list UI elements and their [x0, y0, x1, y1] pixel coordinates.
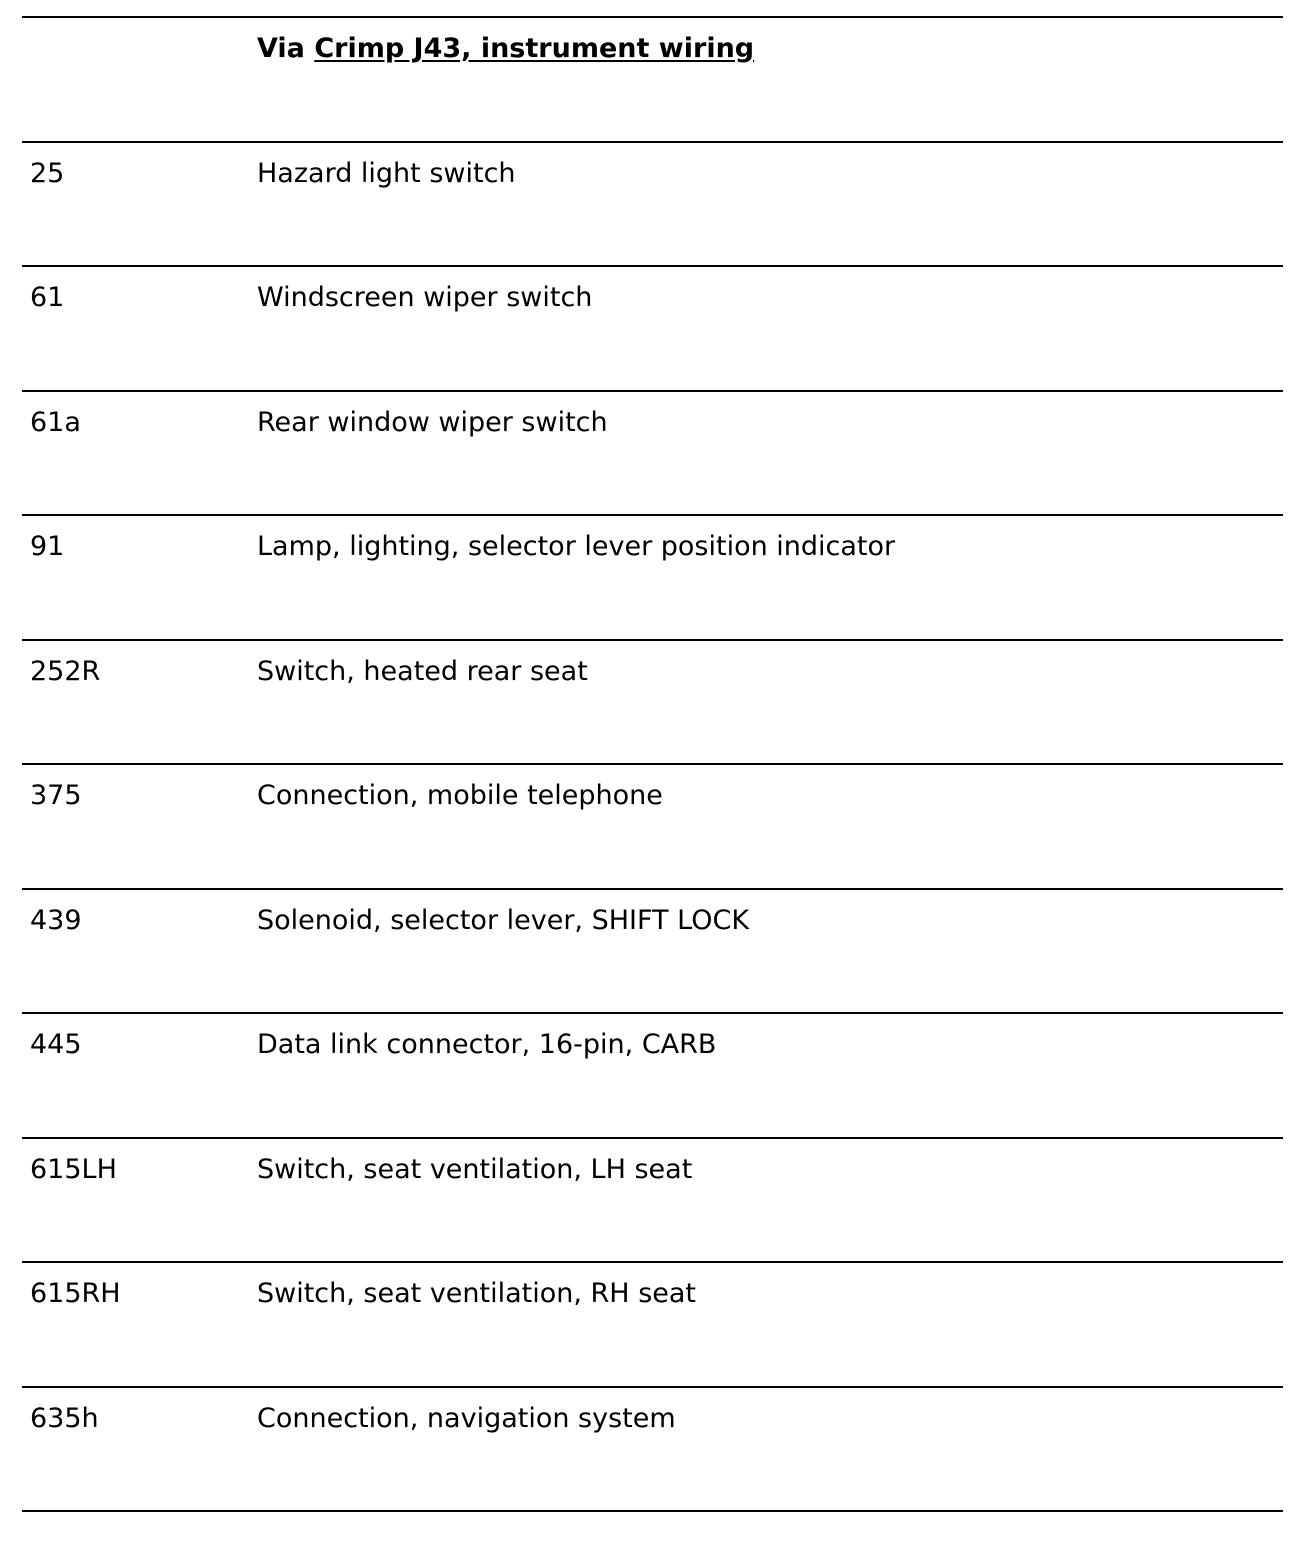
row-code: 439	[30, 904, 82, 936]
table-row	[22, 641, 1283, 766]
table-row	[22, 1388, 1283, 1513]
row-description: Lamp, lighting, selector lever position indicator	[257, 531, 896, 562]
row-description: Switch, heated rear seat	[257, 655, 588, 687]
table-row	[22, 1014, 1283, 1139]
row-description: Switch, seat ventilation, LH seat	[257, 1153, 693, 1185]
header-title-underlined: Crimp J43, instrument wiring	[314, 33, 755, 64]
row-description: Connection, mobile telephone	[257, 780, 663, 811]
table-row	[22, 890, 1283, 1015]
row-code: 61	[30, 282, 65, 313]
table-row	[22, 1263, 1283, 1388]
row-code: 615LH	[30, 1153, 117, 1185]
row-description: Data link connector, 16-pin, CARB	[257, 1029, 717, 1060]
row-code: 61a	[30, 406, 81, 438]
table-row	[22, 516, 1283, 641]
row-description: Windscreen wiper switch	[257, 282, 593, 313]
row-description: Switch, seat ventilation, RH seat	[257, 1278, 697, 1309]
row-code: 375	[30, 780, 82, 811]
table-row	[22, 392, 1283, 517]
row-code: 445	[30, 1029, 82, 1060]
table-row	[22, 267, 1283, 392]
table-header-row	[22, 18, 1283, 143]
table-row	[22, 143, 1283, 268]
row-description: Connection, navigation system	[257, 1402, 676, 1434]
header-title	[257, 32, 754, 66]
row-description: Hazard light switch	[257, 157, 516, 189]
row-code: 91	[30, 531, 65, 562]
row-description: Solenoid, selector lever, SHIFT LOCK	[257, 904, 750, 936]
table-row	[22, 1139, 1283, 1264]
table-row	[22, 765, 1283, 890]
header-prefix: Via	[257, 33, 305, 64]
row-code: 615RH	[30, 1278, 121, 1309]
row-code: 635h	[30, 1402, 99, 1434]
row-code: 25	[30, 157, 65, 189]
row-description: Rear window wiper switch	[257, 406, 608, 438]
wiring-table	[22, 16, 1283, 1512]
row-code: 252R	[30, 655, 101, 687]
